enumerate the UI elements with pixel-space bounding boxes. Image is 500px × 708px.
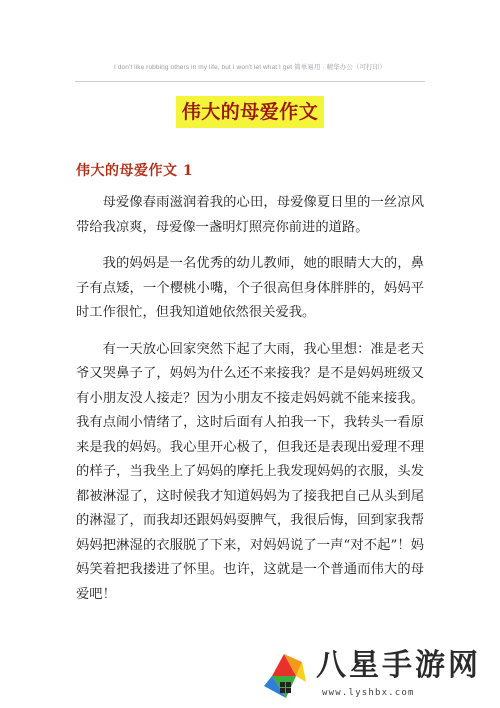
page-header-text: I don't like robbing others in my life, but I won't let what I get 简单易用 · 精华办公（可打印） (114, 64, 386, 71)
header-divider (75, 81, 425, 82)
document-title: 伟大的母爱作文 (176, 96, 325, 128)
paragraph-2: 我的妈妈是一名优秀的幼儿教师，她的眼睛大大的，鼻子有点矮，一个樱桃小嘴，个子很高但身体胖胖的，妈妈平时工作很忙，但我知道她依然很关爱我。 (76, 256, 424, 320)
site-watermark (248, 646, 500, 708)
paragraph-3: 有一天放心回家突然下起了大雨，我心里想：准是老天爷又哭鼻子了，妈妈为什么还不来接我？是不是妈妈班级又有小朋友没人接走？因为小朋友不接走妈妈就不能来接我。我有点闹小情绪了，这时后面有人拍我一下，我转头一看原来是我的妈妈。我心里开心极了，但我还是表现出爱理不理的样子，当我坐上了妈妈的摩托上我发现妈妈的衣服，头发都被淋湿了，这时候我才知道妈妈为了接我把自己从头到尾的淋湿了，而我却还跟妈妈耍脾气，我很后悔，回到家我帮妈妈把淋湿的衣服脱了下来，对妈妈说了一声“对不起”！妈妈笑着把我搂进了怀里。也许，这就是一个普通而伟大的母爱吧！ (76, 341, 424, 602)
paragraph-1: 母爱像春雨滋润着我的心田，母爱像夏日里的一丝凉风带给我凉爽，母爱像一盏明灯照亮你前进的道路。 (76, 195, 424, 235)
section-heading: 伟大的母爱作文 1 (76, 163, 194, 179)
site-name: 八星手游网 (316, 648, 481, 683)
site-logo-icon (256, 648, 312, 704)
site-url: www.lyshbx.com (322, 688, 415, 698)
document-title-container (0, 96, 500, 128)
document-body (76, 191, 424, 619)
